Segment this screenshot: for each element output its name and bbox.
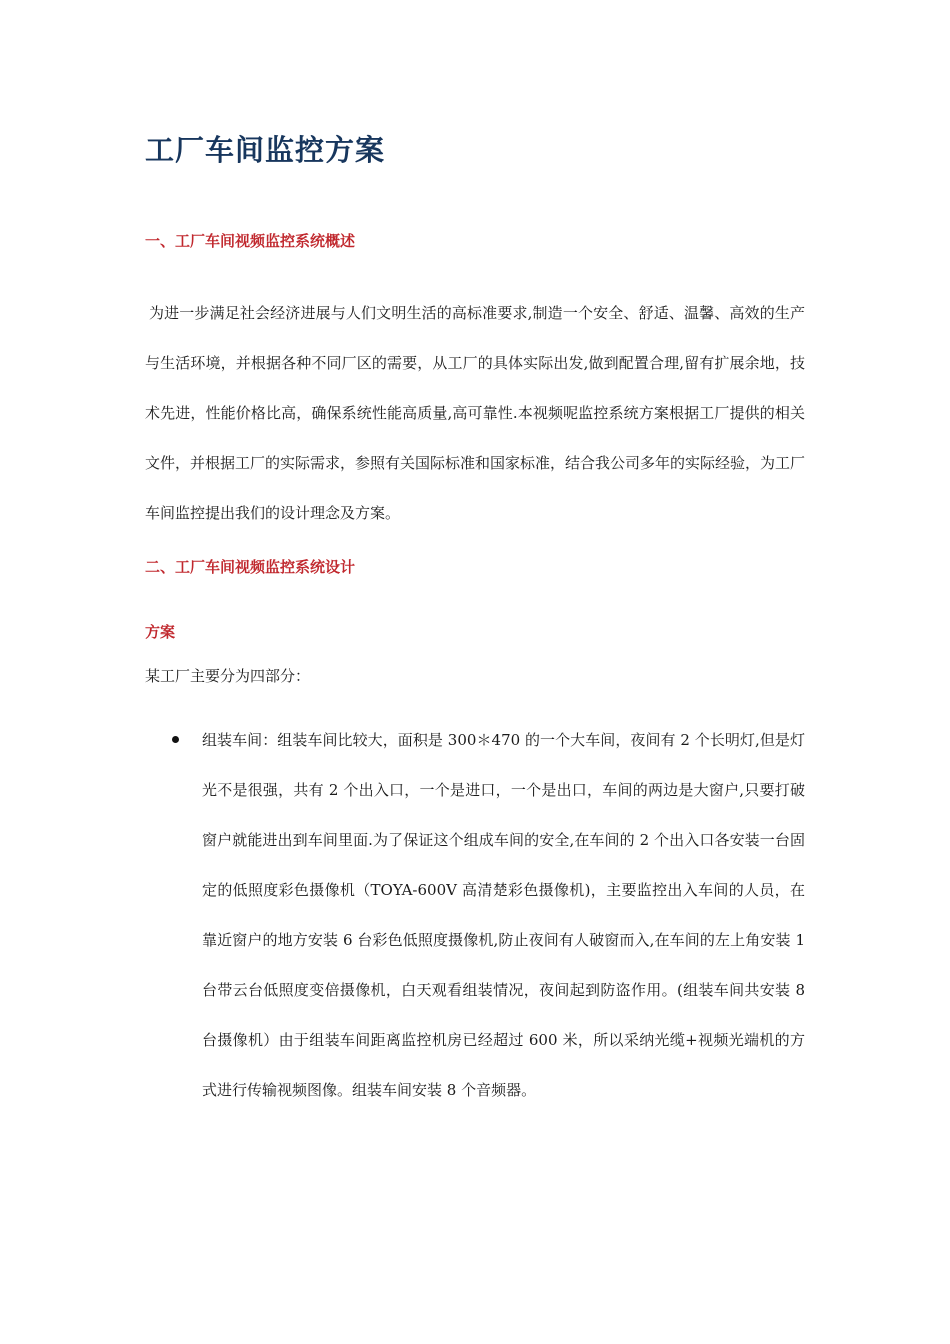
bullet-list (145, 715, 805, 1115)
section-2-subheading: 方案 (145, 623, 176, 641)
section-2-heading: 二、工厂车间视频监控系统设计 (145, 558, 356, 576)
document-title: 工厂车间监控方案 (145, 133, 386, 167)
section-1-body: 为进一步满足社会经济进展与人们文明生活的高标准要求,制造一个安全、舒适、温馨、高效的生产与生活环境，并根据各种不同厂区的需要，从工厂的具体实际出发,做到配置合理,留有扩展余地，技术先进，性能价格比高，确保系统性能高质量,高可靠性.本视频呢监控系统方案根据工厂提供的相关文件，并根据工厂的实际需求，参照有关国际标准和国家标准，结合我公司多年的实际经验，为工厂车间监控提出我们的设计理念及方案。 (145, 304, 806, 522)
bullet-icon (172, 736, 179, 743)
section-2-intro: 某工厂主要分为四部分： (145, 667, 311, 685)
list-item (145, 715, 805, 1115)
section-1-heading: 一、工厂车间视频监控系统概述 (145, 232, 356, 250)
list-item-text: 组装车间：组装车间比较大，面积是 300＊470 的一个大车间，夜间有 2 个长明灯,但是灯光不是很强，共有 2 个出入口，一个是进口，一个是出口，车间的两边是大窗户,只要打破窗户就能进出到车间里面.为了保证这个组成车间的安全,在车间的 2 个出入口各安装一台固定的低照度彩色摄像机（TOYA-600V 高清楚彩色摄像机)，主要监控出入车间的人员，在靠近窗户的地方安装 6 台彩色低照度摄像机,防止夜间有人破窗而入,在车间的左上角安装 1 台带云台低照度变倍摄像机，白天观看组装情况，夜间起到防盗作用。(组装车间共安装 8 台摄像机）由于组装车间距离监控机房已经超过 600 米，所以采纳光缆+视频光端机的方式进行传输视频图像。组装车间安装 8 个音频器。 (202, 731, 805, 1099)
